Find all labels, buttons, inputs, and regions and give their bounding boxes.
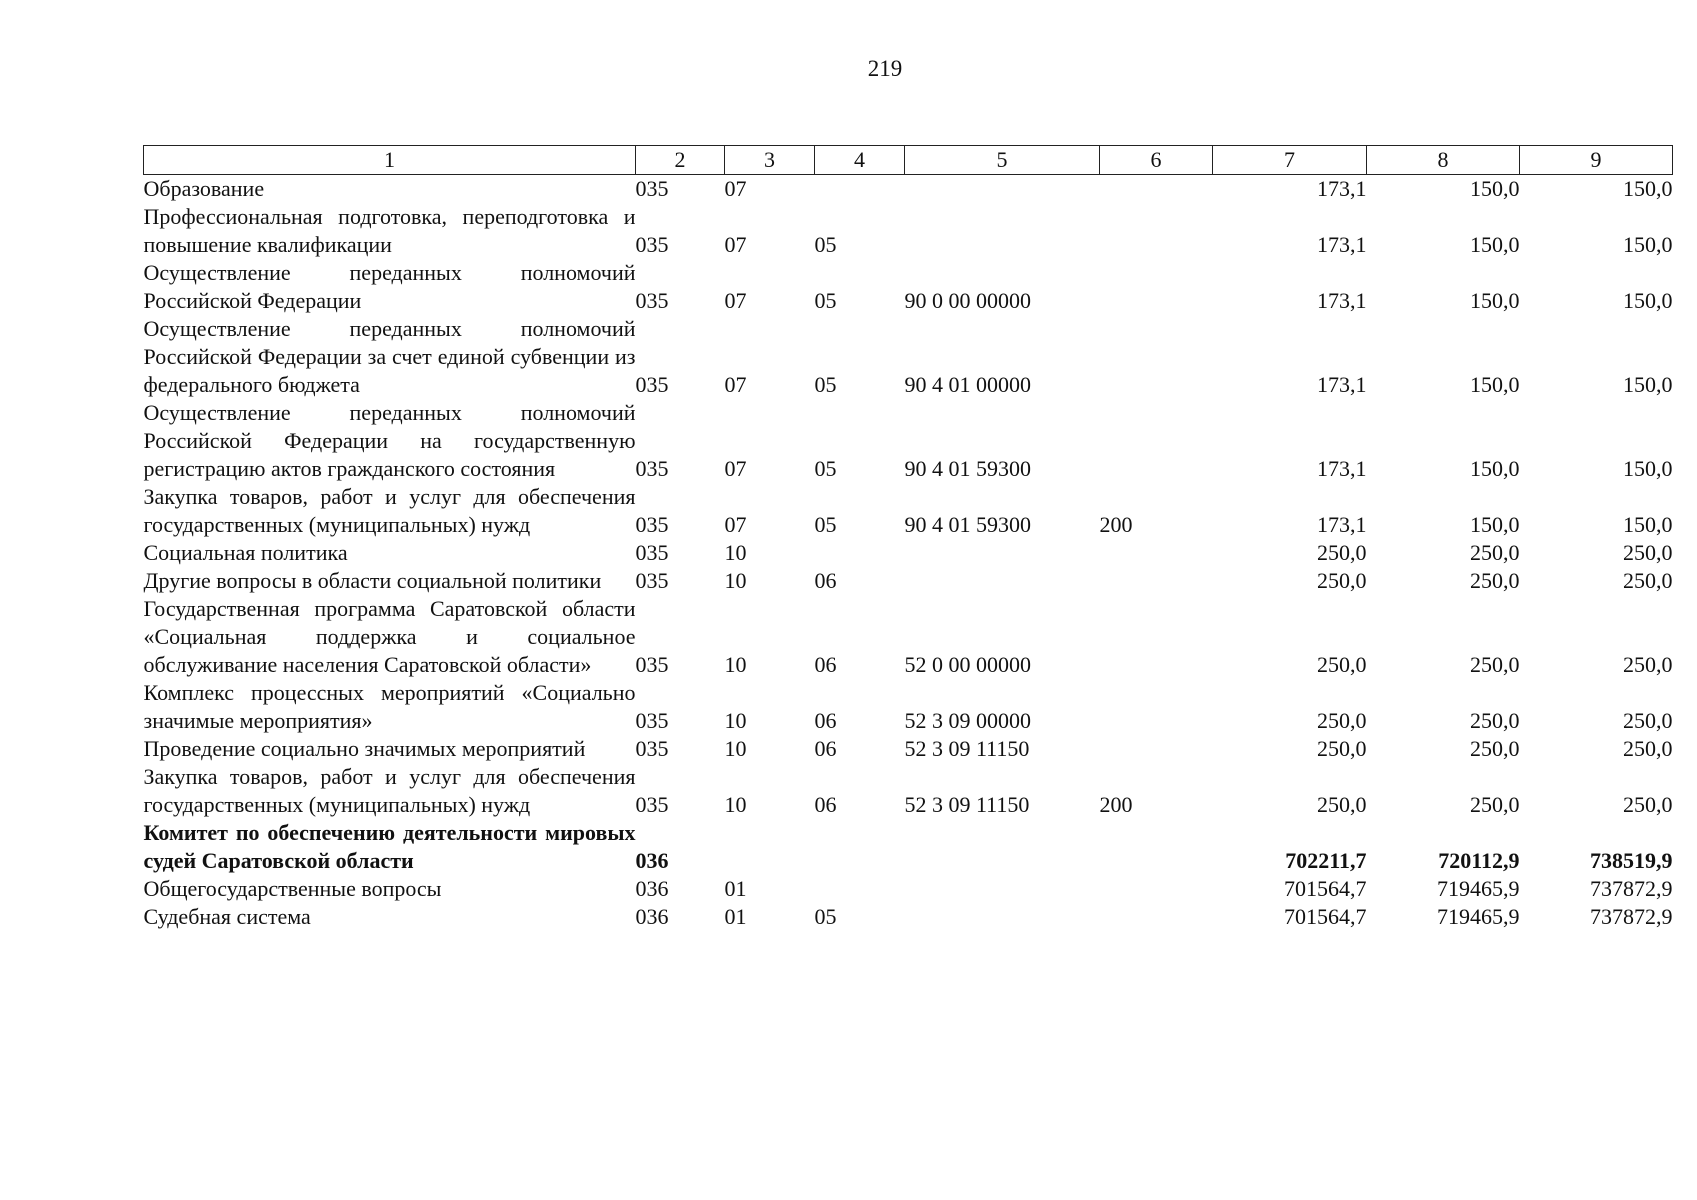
subsection-code <box>815 819 905 875</box>
amount-col7: 250,0 <box>1317 708 1367 733</box>
column-header: 3 <box>725 146 815 175</box>
expense-type-code <box>1100 875 1213 903</box>
expense-type-code <box>1100 595 1213 679</box>
expense-type-code: 200 <box>1099 792 1133 817</box>
column-header: 1 <box>144 146 636 175</box>
section-code: 07 <box>724 372 747 397</box>
target-article-code: 90 0 00 00000 <box>904 288 1031 313</box>
ministry-code: 035 <box>635 372 669 397</box>
amount-col7: 701564,7 <box>1284 904 1367 929</box>
ministry-code: 035 <box>635 736 669 761</box>
target-article-code <box>905 903 1100 931</box>
table-row <box>144 735 1673 763</box>
ministry-code: 035 <box>635 232 669 257</box>
row-name: Закупка товаров, работ и услуг для обеспечения государственных (муниципальных) нужд <box>143 764 636 817</box>
subsection-code: 05 <box>814 904 837 929</box>
row-name: Профессиональная подготовка, переподготовка и повышение квалификации <box>143 204 636 257</box>
table-row <box>144 175 1673 204</box>
amount-col7: 250,0 <box>1317 652 1367 677</box>
expense-type-code <box>1100 175 1213 204</box>
amount-col8: 150,0 <box>1470 176 1520 201</box>
amount-col8: 720112,9 <box>1438 848 1520 873</box>
table-row <box>144 259 1673 315</box>
section-code: 10 <box>724 792 747 817</box>
target-article-code <box>905 819 1100 875</box>
column-header: 2 <box>636 146 725 175</box>
table-row <box>144 483 1673 539</box>
amount-col8: 150,0 <box>1470 512 1520 537</box>
amount-col8: 250,0 <box>1470 736 1520 761</box>
expense-type-code <box>1100 203 1213 259</box>
table-row <box>144 539 1673 567</box>
subsection-code: 05 <box>814 288 837 313</box>
target-article-code <box>905 539 1100 567</box>
amount-col8: 150,0 <box>1470 372 1520 397</box>
amount-col7: 250,0 <box>1317 568 1367 593</box>
target-article-code <box>905 203 1100 259</box>
amount-col7: 250,0 <box>1317 792 1367 817</box>
amount-col8: 719465,9 <box>1437 904 1520 929</box>
ministry-code: 035 <box>635 708 669 733</box>
table-row <box>144 903 1673 931</box>
row-name: Проведение социально значимых мероприятий <box>143 736 586 761</box>
column-header: 6 <box>1100 146 1213 175</box>
section-code: 10 <box>724 708 747 733</box>
amount-col9: 250,0 <box>1623 736 1673 761</box>
row-name: Комитет по обеспечению деятельности мировых судей Саратовской области <box>143 820 636 873</box>
ministry-code: 035 <box>635 792 669 817</box>
section-code: 01 <box>724 876 747 901</box>
row-name: Общегосударственные вопросы <box>143 876 442 901</box>
table-row <box>144 203 1673 259</box>
expense-type-code <box>1100 567 1213 595</box>
amount-col9: 250,0 <box>1623 540 1673 565</box>
amount-col9: 250,0 <box>1623 568 1673 593</box>
amount-col9: 150,0 <box>1623 372 1673 397</box>
amount-col8: 150,0 <box>1470 288 1520 313</box>
section-code: 10 <box>724 736 747 761</box>
expense-type-code <box>1100 259 1213 315</box>
row-name: Социальная политика <box>143 540 348 565</box>
column-header: 9 <box>1520 146 1673 175</box>
ministry-code: 035 <box>635 568 669 593</box>
amount-col8: 250,0 <box>1470 652 1520 677</box>
section-code: 07 <box>724 232 747 257</box>
row-name: Государственная программа Саратовской области «Социальная поддержка и социальное обслуживание населения Саратовской области» <box>143 596 636 677</box>
amount-col8: 150,0 <box>1470 232 1520 257</box>
column-header: 4 <box>815 146 905 175</box>
section-code: 10 <box>724 540 747 565</box>
amount-col9: 150,0 <box>1623 176 1673 201</box>
column-header: 8 <box>1367 146 1520 175</box>
amount-col8: 719465,9 <box>1437 876 1520 901</box>
ministry-code: 035 <box>635 288 669 313</box>
table-body <box>144 175 1673 932</box>
subsection-code: 06 <box>814 652 837 677</box>
amount-col7: 173,1 <box>1317 232 1367 257</box>
ministry-code: 036 <box>635 848 669 873</box>
table-row <box>144 763 1673 819</box>
budget-table <box>143 145 1673 931</box>
amount-col8: 250,0 <box>1470 708 1520 733</box>
expense-type-code <box>1100 315 1213 399</box>
expense-type-code <box>1100 819 1213 875</box>
amount-col7: 250,0 <box>1317 736 1367 761</box>
amount-col8: 250,0 <box>1470 540 1520 565</box>
amount-col9: 738519,9 <box>1590 848 1673 873</box>
ministry-code: 035 <box>635 176 669 201</box>
row-name: Образование <box>143 176 265 201</box>
section-code: 01 <box>724 904 747 929</box>
row-name: Другие вопросы в области социальной политики <box>143 568 602 593</box>
ministry-code: 035 <box>635 540 669 565</box>
amount-col9: 250,0 <box>1623 708 1673 733</box>
subsection-code <box>815 539 905 567</box>
amount-col7: 173,1 <box>1317 372 1367 397</box>
ministry-code: 035 <box>635 456 669 481</box>
row-name: Осуществление переданных полномочий Российской Федерации за счет единой субвенции из федерального бюджета <box>143 316 636 397</box>
section-code: 07 <box>724 512 747 537</box>
table-row <box>144 819 1673 875</box>
ministry-code: 036 <box>635 876 669 901</box>
amount-col9: 150,0 <box>1623 232 1673 257</box>
ministry-code: 035 <box>635 512 669 537</box>
table-row <box>144 567 1673 595</box>
page-number: 219 <box>867 56 903 81</box>
column-header: 7 <box>1213 146 1367 175</box>
table-row <box>144 875 1673 903</box>
amount-col7: 701564,7 <box>1284 876 1367 901</box>
target-article-code <box>905 175 1100 204</box>
amount-col7: 702211,7 <box>1285 848 1367 873</box>
amount-col9: 737872,9 <box>1590 876 1673 901</box>
target-article-code <box>905 567 1100 595</box>
target-article-code: 90 4 01 59300 <box>904 512 1031 537</box>
section-code: 10 <box>724 652 747 677</box>
amount-col9: 150,0 <box>1623 288 1673 313</box>
amount-col9: 737872,9 <box>1590 904 1673 929</box>
subsection-code: 05 <box>814 372 837 397</box>
amount-col7: 173,1 <box>1317 288 1367 313</box>
ministry-code: 035 <box>635 652 669 677</box>
table-row <box>144 595 1673 679</box>
subsection-code: 06 <box>814 568 837 593</box>
row-name: Осуществление переданных полномочий Российской Федерации <box>143 260 636 313</box>
amount-col7: 250,0 <box>1317 540 1367 565</box>
subsection-code: 06 <box>814 792 837 817</box>
amount-col9: 250,0 <box>1623 792 1673 817</box>
ministry-code: 036 <box>635 904 669 929</box>
row-name: Судебная система <box>143 904 311 929</box>
amount-col8: 250,0 <box>1470 568 1520 593</box>
expense-type-code <box>1100 903 1213 931</box>
subsection-code: 06 <box>814 736 837 761</box>
amount-col7: 173,1 <box>1317 512 1367 537</box>
amount-col8: 250,0 <box>1470 792 1520 817</box>
target-article-code <box>905 875 1100 903</box>
subsection-code <box>815 175 905 204</box>
amount-col9: 150,0 <box>1623 456 1673 481</box>
subsection-code: 05 <box>814 512 837 537</box>
row-name: Комплекс процессных мероприятий «Социально значимые мероприятия» <box>143 680 636 733</box>
table-row <box>144 399 1673 483</box>
section-code: 10 <box>724 568 747 593</box>
subsection-code <box>815 875 905 903</box>
target-article-code: 52 3 09 11150 <box>904 736 1030 761</box>
target-article-code: 52 3 09 00000 <box>904 708 1031 733</box>
amount-col7: 173,1 <box>1317 176 1367 201</box>
amount-col9: 250,0 <box>1623 652 1673 677</box>
section-code <box>725 819 815 875</box>
section-code: 07 <box>724 288 747 313</box>
section-code: 07 <box>724 176 747 201</box>
expense-type-code <box>1100 539 1213 567</box>
column-header: 5 <box>905 146 1100 175</box>
target-article-code: 52 0 00 00000 <box>904 652 1031 677</box>
subsection-code: 05 <box>814 232 837 257</box>
expense-type-code: 200 <box>1099 512 1133 537</box>
row-name: Закупка товаров, работ и услуг для обеспечения государственных (муниципальных) нужд <box>143 484 636 537</box>
table-row <box>144 315 1673 399</box>
amount-col7: 173,1 <box>1317 456 1367 481</box>
target-article-code: 52 3 09 11150 <box>904 792 1030 817</box>
subsection-code: 06 <box>814 708 837 733</box>
section-code: 07 <box>724 456 747 481</box>
target-article-code: 90 4 01 59300 <box>904 456 1031 481</box>
amount-col9: 150,0 <box>1623 512 1673 537</box>
column-number-header <box>144 146 1673 175</box>
table-row <box>144 679 1673 735</box>
target-article-code: 90 4 01 00000 <box>904 372 1031 397</box>
subsection-code: 05 <box>814 456 837 481</box>
expense-type-code <box>1100 679 1213 735</box>
row-name: Осуществление переданных полномочий Российской Федерации на государственную регистрацию актов гражданского состояния <box>143 400 636 481</box>
expense-type-code <box>1100 735 1213 763</box>
expense-type-code <box>1100 399 1213 483</box>
amount-col8: 150,0 <box>1470 456 1520 481</box>
